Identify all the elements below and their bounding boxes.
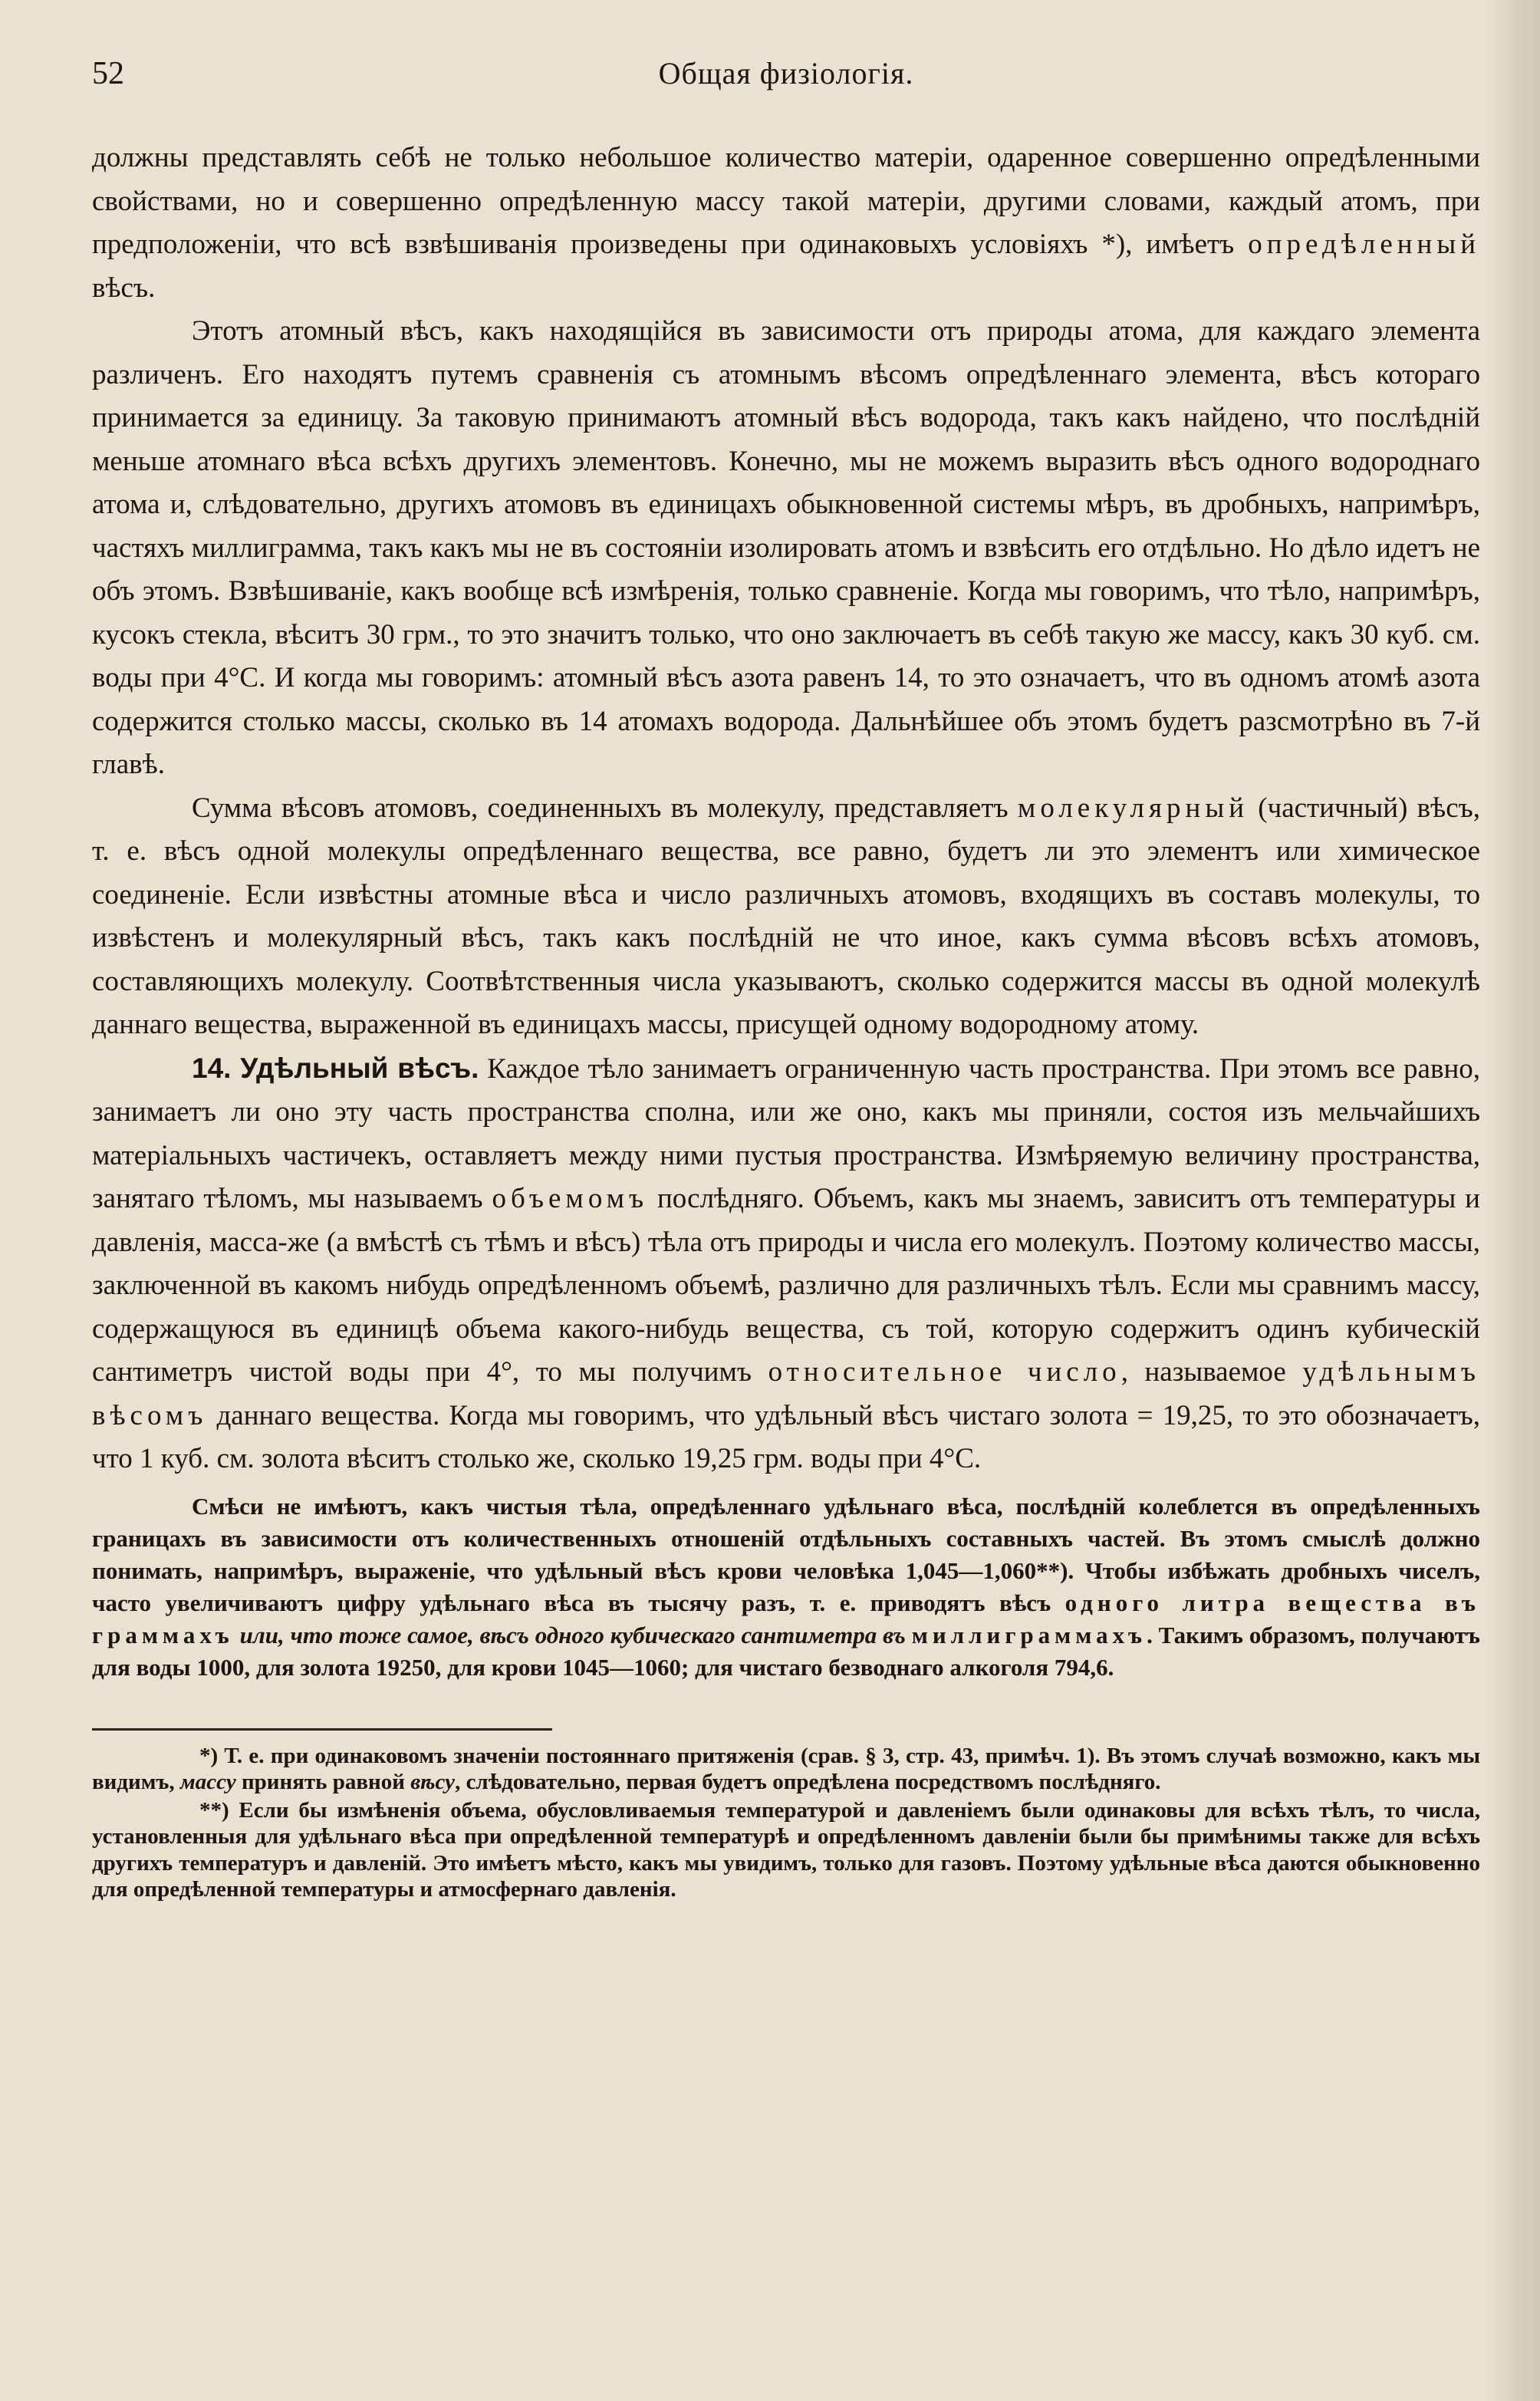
paragraph-3: Сумма вѣсовъ атомовъ, соединенныхъ въ молекулу, представляетъ молекулярный (частичный) вѣсъ, т. е. вѣсъ одной молекулы опредѣленнаго вещества, все равно, будетъ ли это элементъ или химическое соединенiе. Если извѣстны атомные вѣса и число различныхъ атомовъ, входящихъ въ составъ молекулы, то извѣстенъ и молекулярный вѣсъ, такъ какъ послѣднiй не что иное, какъ сумма вѣсовъ всѣхъ атомовъ, составляющихъ молекулу. Соотвѣтственныя числа указываютъ, сколько содержится массы въ одной молекулѣ даннаго вещества, выраженной въ единицахъ массы, присущей одному водородному атому. [92, 792, 1481, 1040]
spaced-term: объемомъ [492, 1183, 649, 1214]
spaced-term: одного литра вещества въ граммахъ [92, 1589, 1481, 1648]
spaced-term: удѣльнымъ вѣсомъ [92, 1356, 1481, 1431]
small-print-paragraph: Смѣси не имѣютъ, какъ чистыя тѣла, опредѣленнаго удѣльнаго вѣса, послѣднiй колеблется въ опредѣленныхъ границахъ въ зависимости отъ количественныхъ отношенiй отдѣльныхъ составныхъ частей. Въ этомъ смыслѣ должно понимать, напримѣръ, выраженiе, что удѣльный вѣсъ крови человѣка 1,045—1,060**). Чтобы избѣжать дробныхъ чиселъ, часто увеличиваютъ цифру удѣльнаго вѣса въ тысячу разъ, т. е. приводятъ вѣсъ одного литра вещества въ граммахъ или, что тоже самое, вѣсъ одного кубическаго сантиметра въ миллиграммахъ. Такимъ образомъ, получаютъ для воды 1000, для золота 19250, для крови 1045—1060; для чистаго безводнаго алкоголя 794,6. [92, 1492, 1481, 1681]
spaced-term: миллиграммахъ [911, 1621, 1147, 1648]
spaced-term: опредѣленный [1248, 229, 1481, 260]
page-number: 52 [92, 56, 124, 91]
paragraph-2: Этотъ атомный вѣсъ, какъ находящiйся въ зависимости отъ природы атома, для каждаго элемента различенъ. Его находятъ путемъ сравненiя съ атомнымъ вѣсомъ опредѣленнаго элемента, вѣсъ котораго принимается за единицу. За таковую принимаютъ атомный вѣсъ водорода, такъ какъ найдено, что послѣднiй меньше атомнаго вѣса всѣхъ другихъ элементовъ. Конечно, мы не можемъ выразить вѣсъ одного водороднаго атома и, слѣдовательно, другихъ атомовъ въ единицахъ обыкновенной системы мѣръ, въ дробныхъ, напримѣръ, частяхъ миллиграмма, такъ какъ мы не въ состоянiи изолировать атомъ и взвѣсить его отдѣльно. Но дѣло идетъ не объ этомъ. Взвѣшиванiе, какъ вообще всѣ измѣренiя, только сравненiе. Когда мы говоримъ, что тѣло, напримѣръ, кусокъ стекла, вѣситъ 30 грм., то это значитъ только, что оно заключаетъ въ себѣ такую же массу, какъ 30 куб. см. воды при 4°C. И когда мы говоримъ: атомный вѣсъ азота равенъ 14, то это означаетъ, что въ одномъ атомѣ азота содержится столько массы, сколько въ 14 атомахъ водорода. Дальнѣйшее объ этомъ будетъ разсмотрѣно въ 7-й главѣ. [92, 315, 1480, 780]
footnote-2: **) Если бы измѣненiя объема, обусловливаемыя температурой и давленiемъ были одинаковы для всѣхъ тѣлъ, то числа, установленныя для удѣльнаго вѣса при опредѣленной температурѣ и опредѣленномъ давленiи были бы примѣнимы также для всѣхъ другихъ температуръ и давленiй. Это имѣетъ мѣсто, какъ мы увидимъ, только для газовъ. Поэтому удѣльные вѣса даются обыкновенно для опредѣленной температуры и атмосфернаго давленiя. [92, 1797, 1480, 1902]
page-edge-shadow [1486, 0, 1540, 2401]
main-text [92, 137, 1480, 1481]
footnotes [92, 1743, 1480, 1903]
section-heading: 14. Удѣльный вѣсъ. [192, 1052, 479, 1084]
footnote-1: *) Т. е. при одинаковомъ значенiи постояннаго притяженiя (срав. § 3, стр. 43, примѣч. 1). Въ этомъ случаѣ возможно, какъ мы видимъ, массу принять равной вѣсу, слѣдовательно, первая будетъ опредѣлена посредствомъ послѣдняго. [92, 1743, 1480, 1794]
paragraph-1: должны представлять себѣ не только небольшое количество матерiи, одаренное совершенно опредѣленными свойствами, но и совершенно опредѣленную массу такой матерiи, другими словами, каждый атомъ, при предположенiи, что всѣ взвѣшиванiя произведены при одинаковыхъ условiяхъ *), имѣетъ опредѣленный вѣсъ. [92, 142, 1481, 304]
running-title: Общая физiологiя. [658, 56, 914, 91]
spaced-term: относительное число [768, 1356, 1121, 1388]
page-body [92, 137, 1480, 1903]
footnote-divider [92, 1728, 552, 1731]
page-header [92, 55, 1480, 109]
paragraph-4: 14. Удѣльный вѣсъ. Каждое тѣло занимаетъ ограниченную часть пространства. При этомъ все равно, занимаетъ ли оно эту часть пространства сполна, или же оно, какъ мы приняли, состоя изъ мельчайшихъ матерiальныхъ частичекъ, оставляетъ между ними пустыя пространства. Измѣряемую величину пространства, занятаго тѣломъ, мы называемъ объемомъ послѣдняго. Объемъ, какъ мы знаемъ, зависитъ отъ температуры и давленiя, масса-же (а вмѣстѣ съ тѣмъ и вѣсъ) тѣла отъ природы и числа его молекулъ. Поэтому количество массы, заключенной въ какомъ нибудь опредѣленномъ объемѣ, различно для различныхъ тѣлъ. Если мы сравнимъ массу, содержащуюся въ единицѣ объема какого-нибудь вещества, съ той, которую содержитъ одинъ кубическiй сантиметръ чистой воды при 4°, то мы получимъ относительное число, называемое удѣльнымъ вѣсомъ даннаго вещества. Когда мы говоримъ, что удѣльный вѣсъ чистаго золота = 19,25, то это обозначаетъ, что 1 куб. см. золота вѣситъ столько же, сколько 19,25 грм. воды при 4°C. [92, 1052, 1481, 1474]
spaced-term: молекулярный [1017, 792, 1249, 824]
